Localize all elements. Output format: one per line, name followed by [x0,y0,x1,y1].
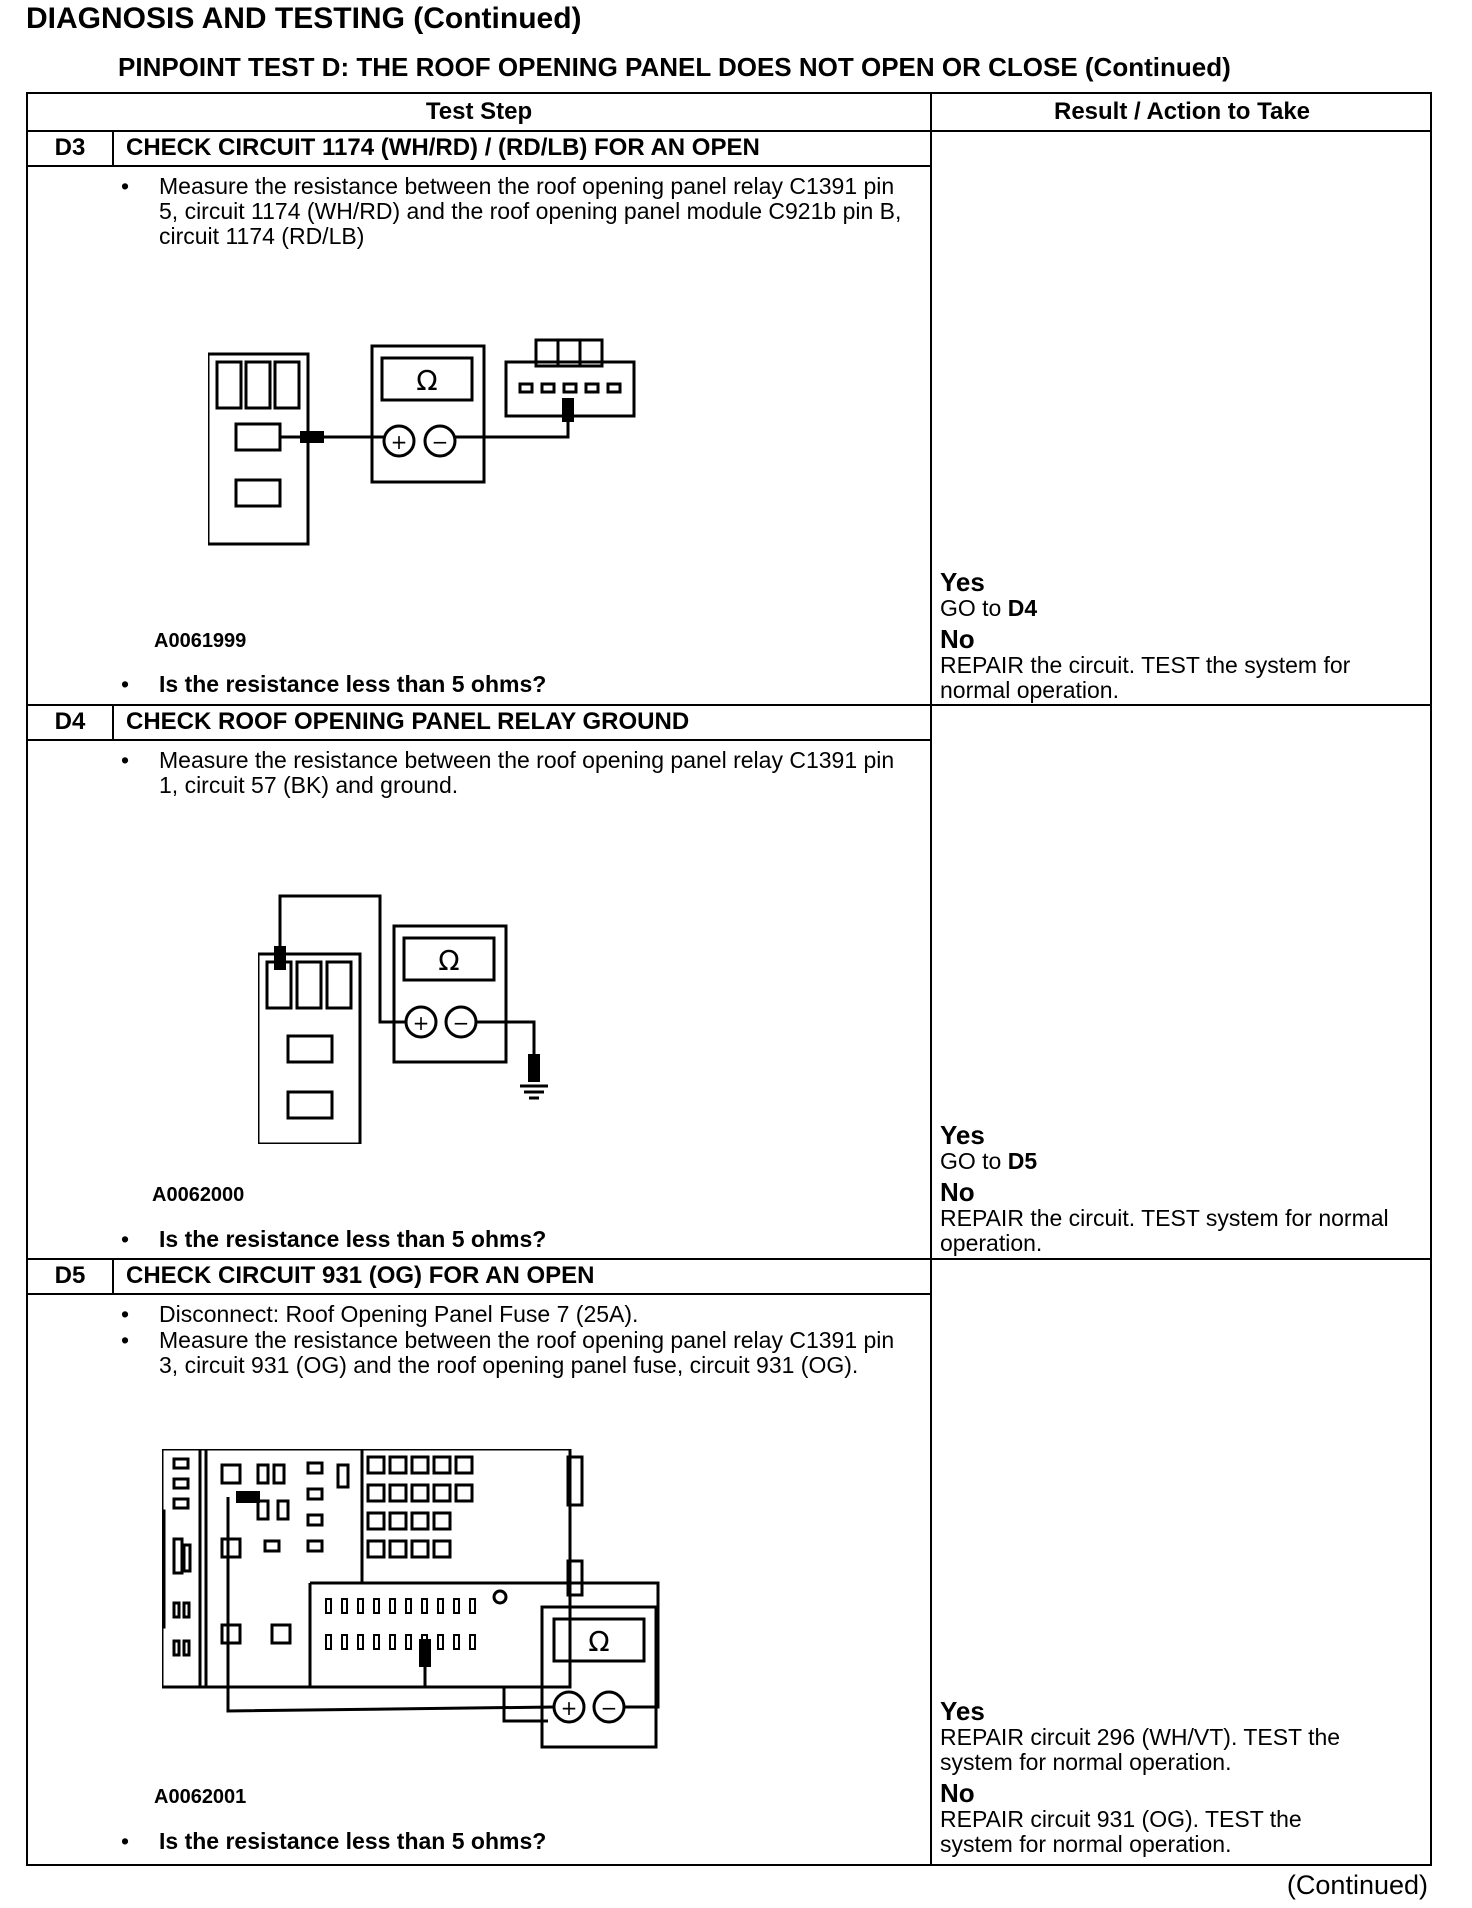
step-title: CHECK ROOF OPENING PANEL RELAY GROUND [126,708,690,735]
result-d5 [940,1697,1420,1857]
yes-action [940,1149,1420,1174]
result-d4 [940,1121,1420,1256]
instruction-text: Measure the resistance between the roof opening panel relay C1391 pin 5, circuit 1174 (WH/RD) and the roof opening panel module C921b pin B, circuit 1174 (RD/LB) [159,173,902,249]
test-lead [455,418,568,437]
ohm-symbol: Ω [438,944,460,977]
step-id: D5 [54,1262,86,1289]
fuse-box-body [162,1449,570,1687]
diagram-d5 [162,1449,762,1749]
diagram-d3 [208,334,768,564]
step-id-divider [112,1259,114,1293]
step-id: D3 [54,134,86,161]
step-instruction [121,747,919,798]
ohm-symbol: Ω [416,364,438,397]
step-title: CHECK CIRCUIT 931 (OG) FOR AN OPEN [126,1262,595,1289]
test-lead [280,896,406,1022]
diagram-d4 [258,864,618,1144]
mini-fuse-rows [326,1599,475,1649]
step-title-rule [28,1293,930,1295]
plus-symbol: + [560,1696,578,1720]
probe-tip [300,431,324,443]
result-d3 [940,568,1420,703]
minus-symbol: − [431,430,449,454]
pinpoint-test-table [26,92,1432,1866]
yes-label: Yes [940,567,985,597]
relay-terminal [288,1036,332,1062]
yes-goto-step: D5 [1007,1148,1038,1174]
bullet-dot: • [121,1327,130,1353]
figure-id: A0062001 [154,1786,247,1808]
bullet-dot: • [121,1828,130,1854]
step-question [121,1226,919,1252]
instruction-text: Measure the resistance between the roof opening panel relay C1391 pin 3, circuit 931 (OG) and the roof opening panel fuse, circuit 931 (OG). [159,1327,895,1378]
step-question [121,671,919,697]
plus-symbol: + [412,1011,430,1035]
step-instruction [121,1327,919,1378]
bullet-dot: • [121,1301,130,1327]
relay-slot [217,362,241,408]
bullet-dot: • [121,671,130,697]
no-action: REPAIR the circuit. TEST system for normal operation. [940,1205,1389,1256]
probe-tip [274,946,286,970]
probe-tip [562,398,574,422]
step-title-rule [28,739,930,741]
step-instruction [121,173,919,249]
relay-slot [297,962,321,1008]
continued-footer: (Continued) [1286,1870,1428,1900]
ohm-symbol: Ω [588,1625,610,1658]
relay-slot [327,962,351,1008]
no-action: REPAIR circuit 931 (OG). TEST the system for normal operation. [940,1806,1302,1857]
step-id: D4 [54,708,86,735]
probe-tip [236,1491,260,1503]
relay-body [258,954,360,1144]
question-text: Is the resistance less than 5 ohms? [159,671,547,697]
yes-goto-step: D4 [1007,595,1038,621]
yes-action: REPAIR circuit 296 (WH/VT). TEST the system for normal operation. [940,1724,1341,1775]
step-id-divider [112,705,114,739]
bullet-dot: • [121,1226,130,1252]
no-action: REPAIR the circuit. TEST the system for normal operation. [940,652,1351,703]
yes-label: Yes [940,1120,985,1150]
step-title-rule [28,165,930,167]
yes-label: Yes [940,1696,985,1726]
bullet-dot: • [121,747,130,773]
screw-icon [494,1591,506,1603]
fuse-grid [368,1457,472,1557]
yes-action [940,596,1420,621]
step-question [121,1828,919,1854]
plus-symbol: + [390,430,408,454]
relay-terminal [236,424,280,450]
no-label: No [940,1177,975,1207]
relay-terminal [236,480,280,506]
no-label: No [940,624,975,654]
page-subtitle: PINPOINT TEST D: THE ROOF OPENING PANEL DOES NOT OPEN OR CLOSE (Continued) [118,52,1231,82]
step-id-divider [112,131,114,165]
header-result: Result / Action to Take [1053,98,1311,125]
figure-id: A0061999 [154,630,247,652]
bullet-dot: • [121,173,130,199]
minus-symbol: − [452,1011,470,1035]
header-test-step: Test Step [425,98,533,125]
question-text: Is the resistance less than 5 ohms? [159,1226,547,1252]
yes-text: GO to [940,1148,1008,1174]
question-text: Is the resistance less than 5 ohms? [159,1828,547,1854]
relay-slot [246,362,270,408]
instruction-text: Measure the resistance between the roof opening panel relay C1391 pin 1, circuit 57 (BK) and ground. [159,747,895,798]
no-label: No [940,1778,975,1808]
step-title: CHECK CIRCUIT 1174 (WH/RD) / (RD/LB) FOR AN OPEN [126,134,760,161]
relay-slot [275,362,299,408]
relay-terminal [288,1092,332,1118]
figure-id: A0062000 [152,1184,245,1206]
instruction-text: Disconnect: Roof Opening Panel Fuse 7 (25A). [159,1301,639,1327]
minus-symbol: − [600,1696,618,1720]
page-title: DIAGNOSIS AND TESTING (Continued) [26,2,582,35]
probe-tip [419,1639,431,1667]
column-divider [930,94,932,1864]
yes-text: GO to [940,595,1008,621]
step-instruction [121,1301,919,1327]
probe-tip [528,1054,540,1082]
